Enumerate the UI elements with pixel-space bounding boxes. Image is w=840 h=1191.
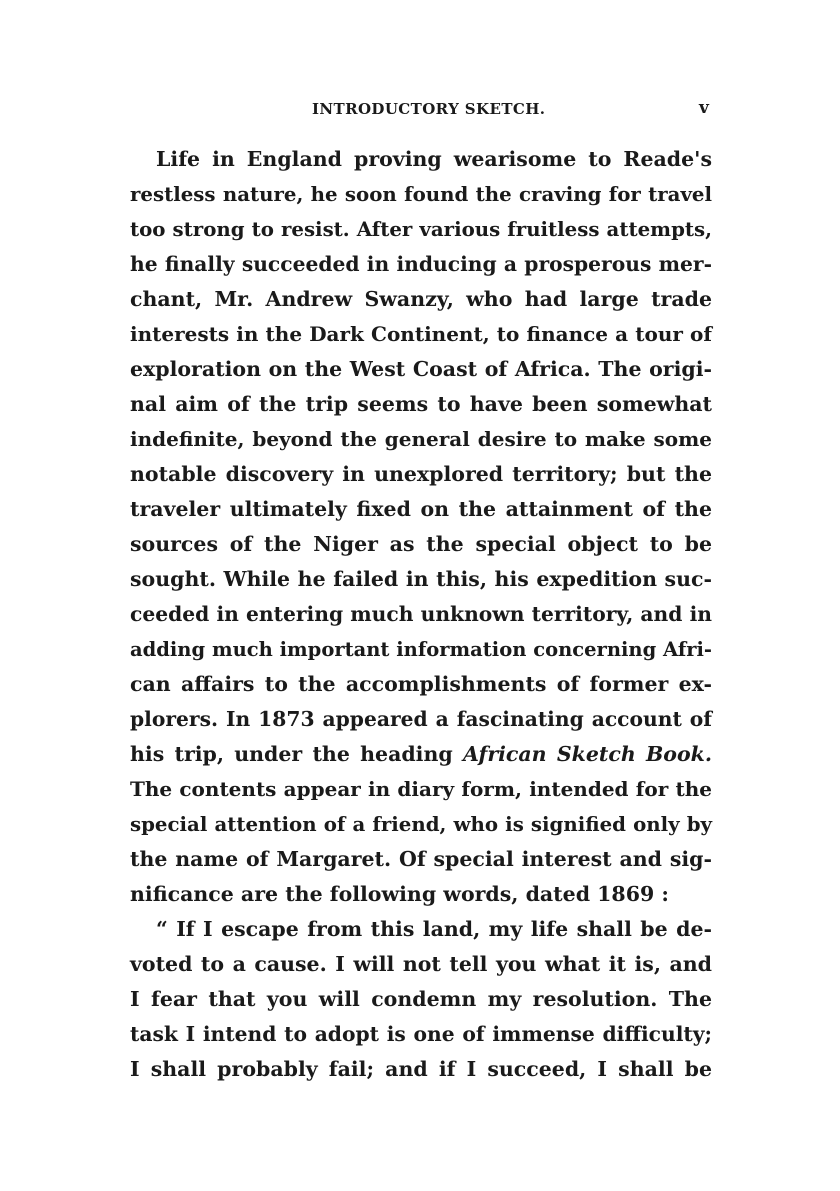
running-head	[0, 100, 840, 124]
text-line: task I intend to adopt is one of immense difficulty;	[130, 1022, 712, 1046]
text-fragment: his trip, under the heading	[130, 742, 453, 766]
text-line: adding much important information concerning Afri-	[130, 638, 712, 661]
text-line: he finally succeeded in inducing a prosperous mer-	[130, 252, 712, 276]
text-line: notable discovery in unexplored territory; but the	[130, 462, 712, 486]
text-line: I shall probably fail; and if I succeed, I shall be	[130, 1057, 712, 1081]
text-line: nal aim of the trip seems to have been somewhat	[130, 392, 712, 416]
text-line: plorers. In 1873 appeared a fascinating account of	[130, 707, 712, 731]
text-line: chant, Mr. Andrew Swanzy, who had large trade	[130, 287, 712, 311]
text-line: interests in the Dark Continent, to finance a tour of	[130, 322, 712, 346]
text-line: “ If I escape from this land, my life shall be de-	[156, 917, 712, 941]
text-line: The contents appear in diary form, intended for the	[130, 777, 712, 801]
running-title: INTRODUCTORY SKETCH.	[312, 100, 546, 118]
text-line: voted to a cause. I will not tell you what it is, and	[130, 952, 712, 976]
text-line: ceeded in entering much unknown territory, and in	[130, 602, 712, 626]
text-line: Life in England proving wearisome to Reade's	[156, 147, 712, 171]
body-text	[130, 142, 712, 1087]
text-line: restless nature, he soon found the craving for travel	[130, 182, 712, 206]
text-line: I fear that you will condemn my resolution. The	[130, 987, 712, 1011]
text-line: can affairs to the accomplishments of former ex-	[130, 672, 712, 696]
page-number: v	[699, 98, 709, 118]
text-line: exploration on the West Coast of Africa. The origi-	[130, 357, 712, 381]
text-line: too strong to resist. After various fruitless attempts,	[130, 217, 712, 241]
text-line: sources of the Niger as the special object to be	[130, 532, 712, 556]
text-line: special attention of a friend, who is signified only by	[130, 812, 712, 836]
text-line: sought. While he failed in this, his expedition suc-	[130, 567, 712, 591]
text-line: traveler ultimately fixed on the attainment of the	[130, 497, 712, 521]
paragraph-1	[130, 142, 712, 912]
text-line: indefinite, beyond the general desire to make some	[130, 427, 712, 451]
paragraph-2	[130, 912, 712, 1087]
text-line: the name of Margaret. Of special interest and sig-	[130, 847, 712, 871]
text-line: nificance are the following words, dated 1869 :	[130, 882, 669, 906]
text-line	[130, 737, 712, 772]
book-title: African Sketch Book.	[462, 742, 712, 766]
